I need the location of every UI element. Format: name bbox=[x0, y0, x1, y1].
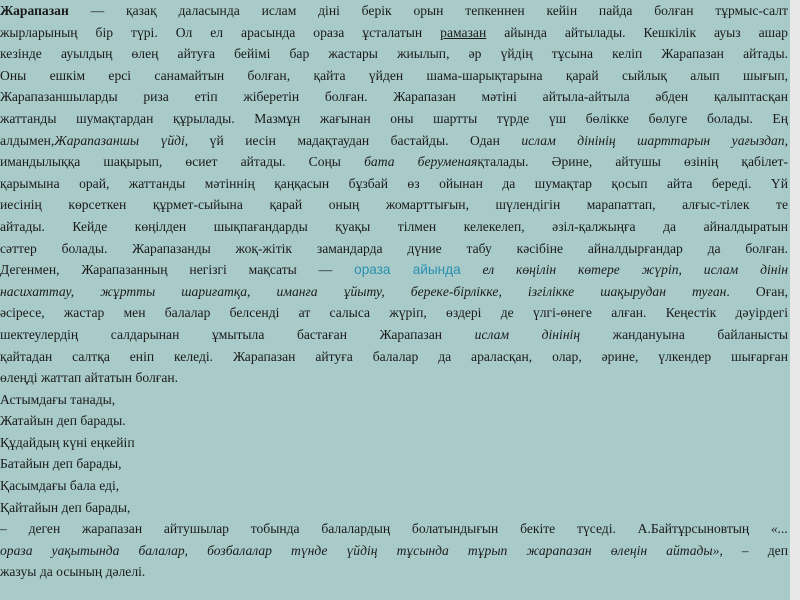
text-span: Дегенмен, Жарапазанның негізгі мақсаты — bbox=[0, 262, 355, 278]
text-span: Жатайын деп барады. bbox=[0, 413, 126, 429]
text-line bbox=[0, 173, 788, 195]
text-span: қталады. Әрине, айтушы өзінің қабілет- bbox=[477, 154, 789, 170]
text-line bbox=[0, 324, 788, 346]
text-line bbox=[0, 561, 788, 583]
text-line bbox=[0, 497, 788, 519]
text-line bbox=[0, 518, 788, 540]
text-span: Оны ешкім ерсі санамайтын болған, қайта үйден шама-шарықтарына қарай сыйлық алып шығып, bbox=[0, 67, 788, 83]
text-span: Батайын деп барады, bbox=[0, 456, 122, 472]
text-span: ел көңілін көтере жүріп, ислам дінін bbox=[460, 262, 788, 278]
text-line bbox=[0, 389, 788, 411]
text-line bbox=[0, 410, 788, 432]
text-span: алдымен, bbox=[0, 132, 55, 148]
text-span: Астымдағы танады, bbox=[0, 391, 116, 407]
text-span: қайтадан салтқа еніп келеді. Жарапазан айтуға балалар да араласқан, олар, әрине, үлкендер шығарған bbox=[0, 348, 788, 364]
title-word: Жарапазан bbox=[0, 3, 69, 18]
text-span: Жарапазаншы үйді bbox=[54, 132, 185, 148]
ramazan-underlined-word: рамазан bbox=[440, 24, 487, 40]
text-span: . Оған, bbox=[726, 283, 788, 299]
text-span: Қасымдағы бала еді, bbox=[0, 478, 120, 494]
text-span: , – деп bbox=[719, 542, 788, 558]
text-span: – деген жарапазан айтушылар тобында балалардың болатындығын бекіте түседі. А.Байтұрсыновтың bbox=[0, 521, 771, 537]
text-span: айында айтылады. Кешкілік ауыз ашар bbox=[486, 24, 788, 40]
text-span: әсіресе, жастар мен балалар белсенді ат салыса жүріп, өздері де үлгі-өнеге алған. Кеңестік дәуірдегі bbox=[0, 305, 788, 321]
text-span: қарымына орай, жаттанды мәтіннің қаңқасын бұзбай өз ойынан да шумақтар қосып айта береді. Үй bbox=[0, 175, 788, 191]
text-span: насихаттау, жұртты шариғатқа, иманға ұйыту, берекe-бірлікке, ізгілікке шақырудан туған bbox=[0, 283, 727, 299]
text-span: — қазақ даласында ислам діні берік орын тепкеннен кейін пайда болған тұрмыс-салт bbox=[68, 3, 788, 18]
text-line bbox=[0, 346, 788, 368]
text-span: өлеңді жаттап айтатын болған. bbox=[0, 370, 179, 386]
text-span: бата беруменая bbox=[364, 154, 478, 170]
text-line bbox=[0, 367, 788, 389]
text-span: жазуы да осының дәлелі. bbox=[0, 564, 146, 580]
text-span: , bbox=[784, 132, 789, 148]
text-span: ислам дінінің шарттарын уағыздап bbox=[521, 132, 785, 148]
text-line bbox=[0, 194, 788, 216]
text-span: , үй иесін мадақтаудан бастайды. Одан bbox=[184, 132, 522, 148]
text-line bbox=[0, 130, 788, 152]
text-line bbox=[0, 281, 788, 303]
text-span: жырларының бір түрі. Ол ел арасында ораза ұсталатын bbox=[0, 24, 441, 40]
text-span: имандылыққа шақырып, өсиет айтады. Соңы bbox=[0, 154, 365, 170]
text-line bbox=[0, 238, 788, 260]
text-line bbox=[0, 216, 788, 238]
text-line bbox=[0, 65, 788, 87]
text-span: «... bbox=[771, 521, 788, 537]
text-line bbox=[0, 22, 788, 44]
text-line bbox=[0, 108, 788, 130]
text-span: Қайтайын деп барады, bbox=[0, 499, 131, 515]
text-span: иесінің көрсеткен құрмет-сыйына қарай оның жомарттығын, шүлендігін марапаттап, алғыс-тілек те bbox=[0, 197, 788, 213]
text-span: сәттер болады. Жарапазанды жоқ-жітік замандарда дүние табу кәсібіне айналдырғандар да болған. bbox=[0, 240, 788, 256]
text-span: ислам дінінің bbox=[474, 326, 581, 342]
right-margin bbox=[790, 0, 800, 600]
text-span: кезінде ауылдың өлең айтуға бейімі бар жастары жиылып, әр үйдің тұсына келіп Жарапазан айтады. bbox=[0, 46, 788, 62]
text-span: ораза уақытында балалар, бозбалалар түнде үйдің тұсында тұрып жарапазан өлеңін айтады» bbox=[0, 542, 720, 558]
text-line bbox=[0, 0, 788, 22]
ramadan-link[interactable]: ораза айында bbox=[354, 262, 461, 278]
text-span: айтады. Кейде көңілден шықпағандарды қуақы тілмен келекелеп, әзіл-қалжыңға да айналдыратын bbox=[0, 218, 788, 234]
text-line bbox=[0, 475, 788, 497]
text-line bbox=[0, 540, 788, 562]
text-line bbox=[0, 259, 788, 281]
text-line bbox=[0, 302, 788, 324]
text-span: жандануына байланысты bbox=[580, 326, 788, 342]
text-line bbox=[0, 432, 788, 454]
text-span: жаттанды шумақтардан құрылады. Мазмұн жағынан оны шартты түрде үш бөлікке бөлуге болады. Ең bbox=[0, 110, 788, 126]
text-line bbox=[0, 43, 788, 65]
text-line bbox=[0, 453, 788, 475]
text-span: Жарапазаншыларды риза етіп жіберетін болған. Жарапазан мәтіні айтыла-айтыла әбден қалыптасқан bbox=[0, 89, 788, 105]
text-line bbox=[0, 151, 788, 173]
text-line bbox=[0, 86, 788, 108]
text-span: Құдайдың күні еңкейіп bbox=[0, 434, 135, 450]
text-span: шектеулердің салдарынан ұмытыла бастаған Жарапазан bbox=[0, 326, 475, 342]
